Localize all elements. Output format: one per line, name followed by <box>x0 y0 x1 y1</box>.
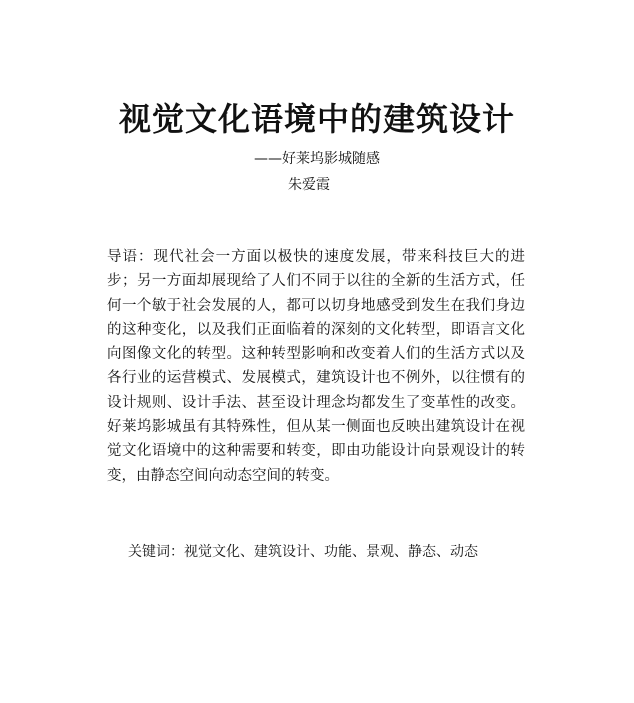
document-title: 视觉文化语境中的建筑设计 <box>118 100 515 138</box>
abstract-paragraph: 导语：现代社会一方面以极快的速度发展，带来科技巨大的进步；另一方面却展现给了人们不同于以往的全新的生活方式，任何一个敏于社会发展的人，都可以切身地感受到发生在我们身边的这种变化，以及我们正面临着的深刻的文化转型，即语言文化向图像文化的转型。这种转型影响和改变着人们的生活方式以及各行业的运营模式、发展模式，建筑设计也不例外，以往惯有的设计规则、设计手法、甚至设计理念均都发生了变革性的改变。好莱坞影城虽有其特殊性，但从某一侧面也反映出建筑设计在视觉文化语境中的这种需要和转变，即由功能设计向景观设计的转变，由静态空间向动态空间的转变。 <box>107 249 525 484</box>
document-author: 朱爱霞 <box>288 177 330 193</box>
keywords-line: 关键词：视觉文化、建筑设计、功能、景观、静态、动态 <box>128 544 478 560</box>
document-subtitle: ——好莱坞影城随感 <box>254 151 380 167</box>
